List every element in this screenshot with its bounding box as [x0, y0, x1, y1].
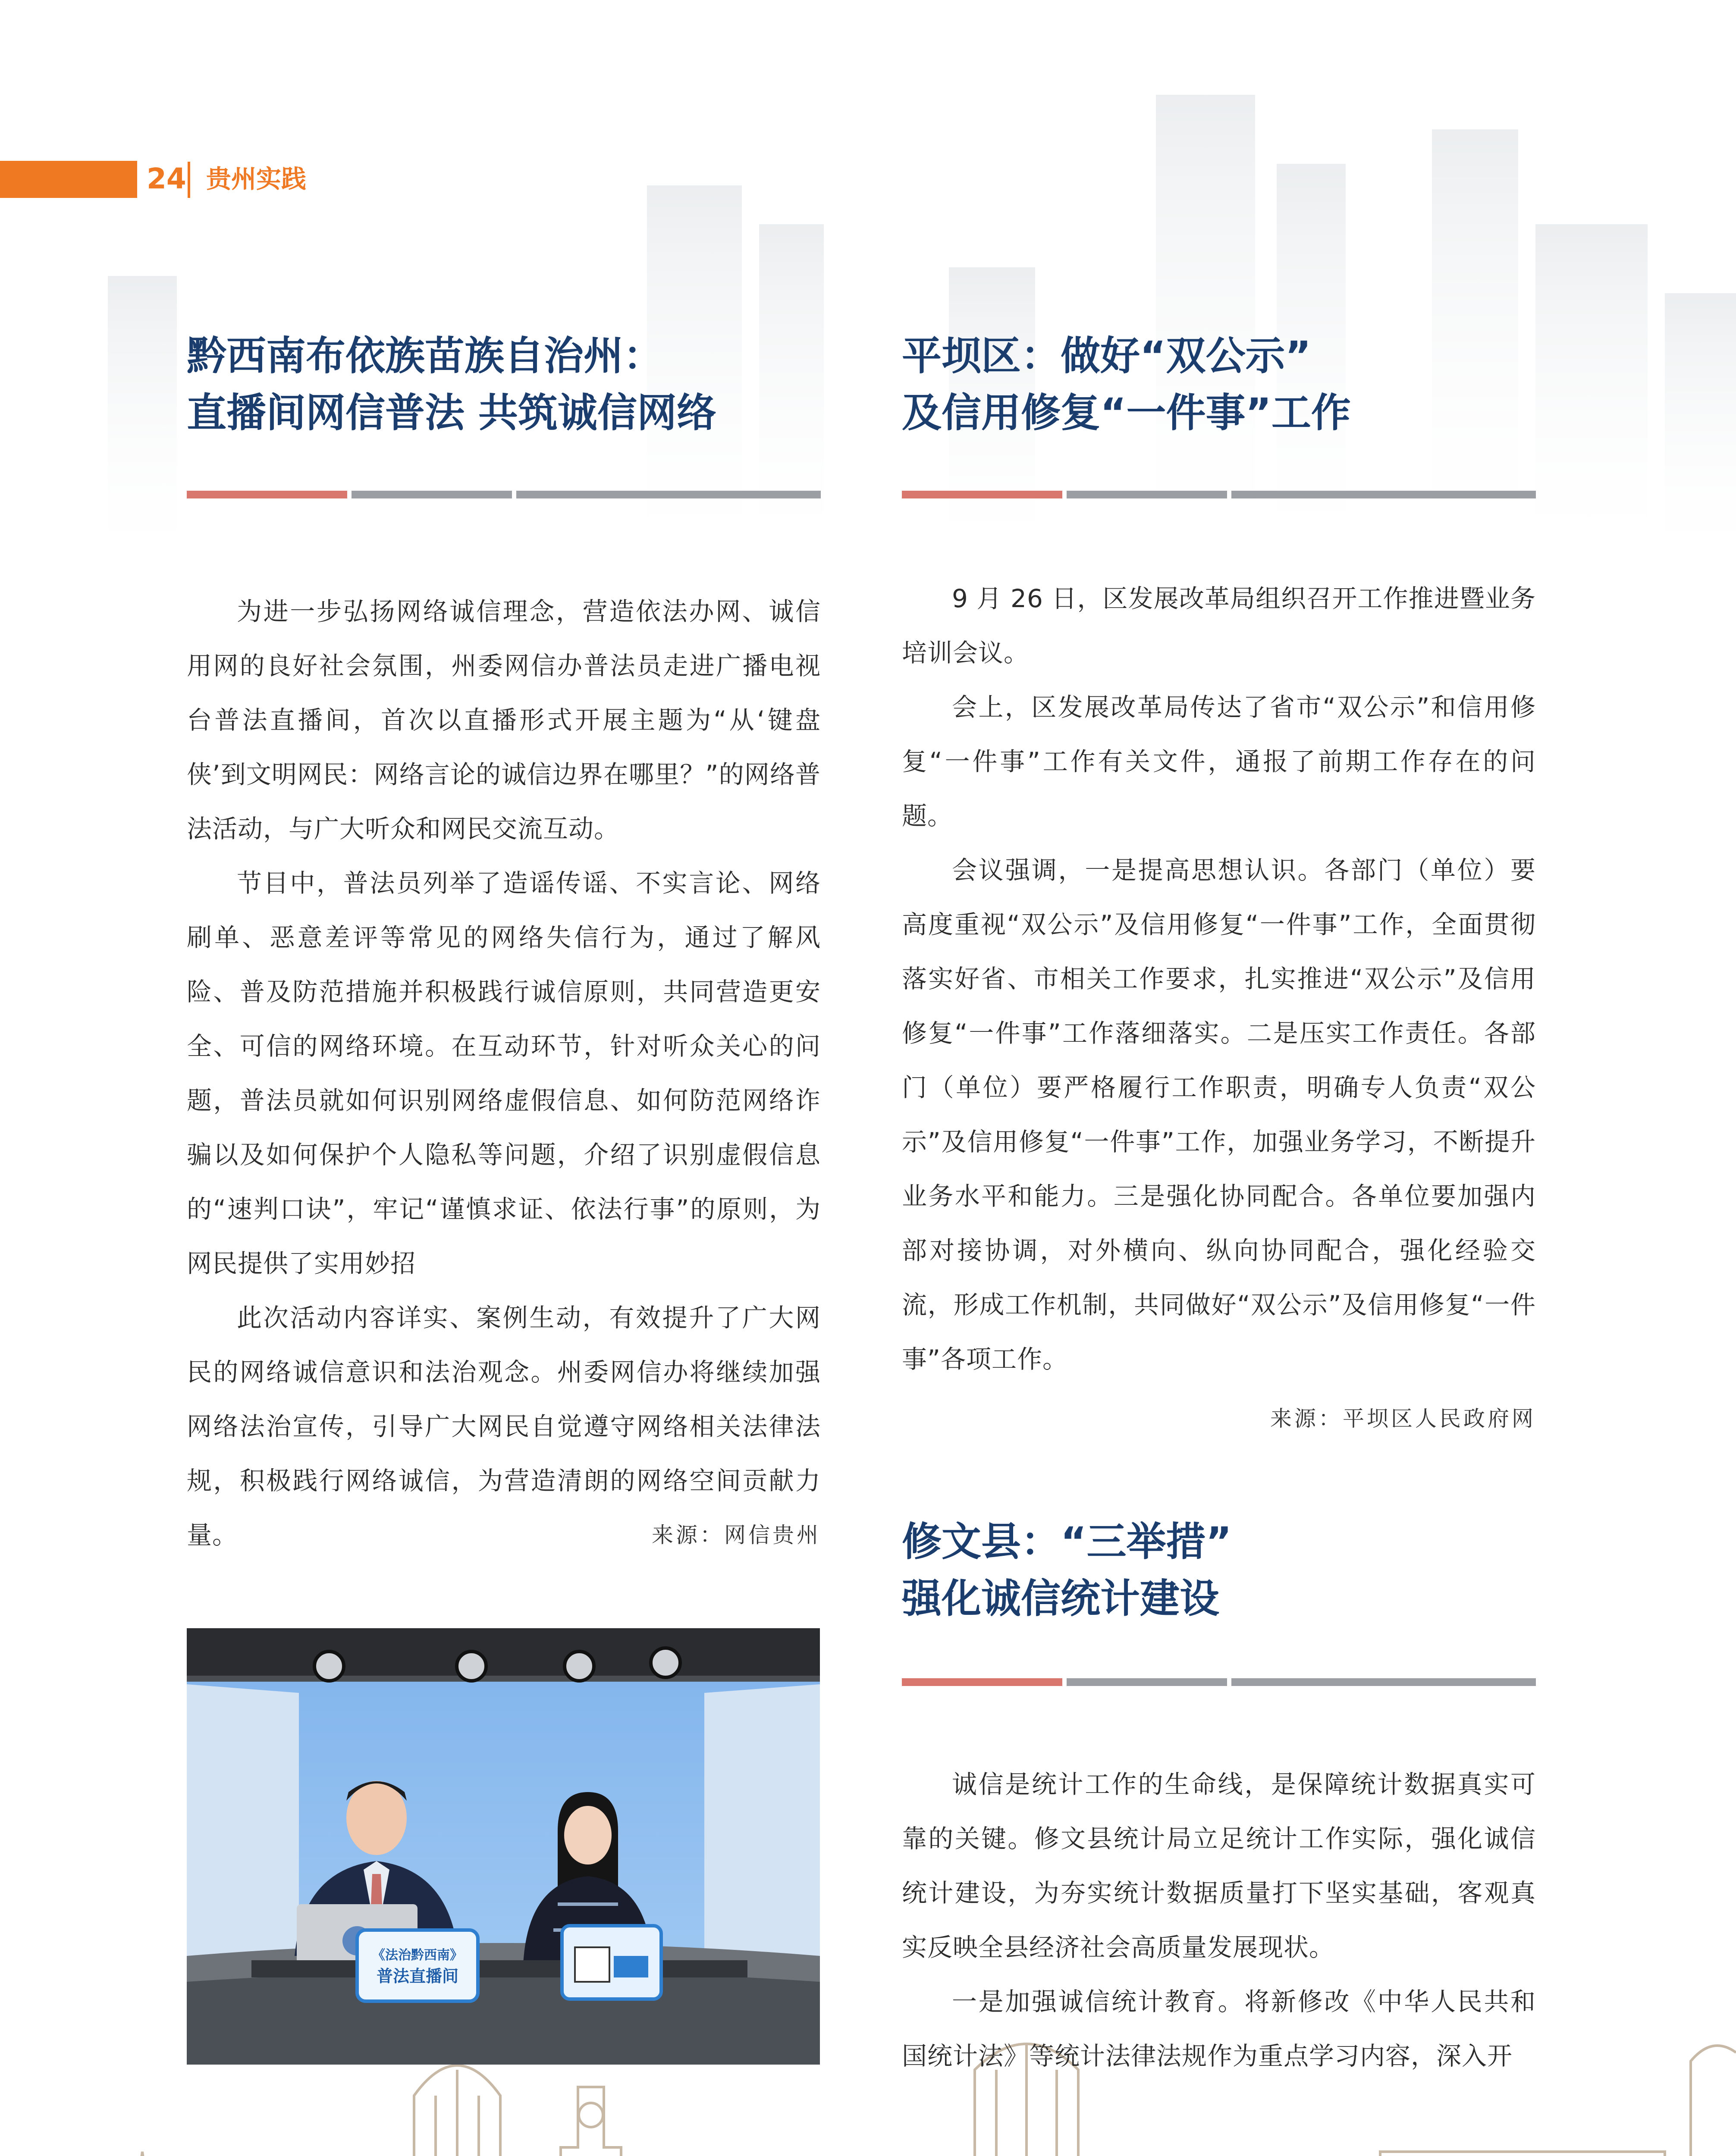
article1-body	[187, 584, 821, 1562]
article2-source: 来源：平坝区人民政府网	[1270, 1406, 1536, 1431]
article3-title	[902, 1514, 1232, 1627]
article3-title-line1: 修文县：“三举措”	[902, 1519, 1232, 1565]
article2-body	[902, 571, 1536, 1386]
article1-paragraph: 为进一步弘扬网络诚信理念，营造依法办网、诚信用网的良好社会氛围，州委网信办普法员走进广播电视台普法直播间，首次以直播形式开展主题为“从‘键盘侠’到文明网民：网络言论的诚信边界在哪里？”的网络普法活动，与广大听众和网民交流互动。	[187, 597, 821, 843]
article1-source: 来源：网信贵州	[652, 1523, 821, 1548]
article2-title-line1: 平坝区：做好“双公示”	[902, 333, 1311, 379]
article1-title-line2: 直播间网信普法 共筑诚信网络	[187, 390, 717, 436]
board-title-line1: 《法治黔西南》	[372, 1948, 463, 1963]
board-title-line2: 普法直播间	[376, 1967, 459, 1986]
program-board	[357, 1930, 478, 2001]
article2-paragraph: 会议强调，一是提高思想认识。各部门（单位）要高度重视“双公示”及信用修复“一件事”工作，全面贯彻落实好省、市相关工作要求，扎实推进“双公示”及信用修复“一件事”工作落细落实。二是压实工作责任。各部门（单位）要严格履行工作职责，明确专人负责“双公示”及信用修复“一件事”工作，加强业务学习，不断提升业务水平和能力。三是强化协同配合。各单位要加强内部对接协调，对外横向、纵向协同配合，强化经验交流，形成工作机制，共同做好“双公示”及信用修复“一件事”各项工作。	[902, 856, 1536, 1374]
article1-title	[187, 328, 716, 442]
article1-title-line1: 黔西南布依族苗族自治州：	[187, 333, 663, 379]
page-header	[0, 157, 345, 201]
article3-body	[902, 1757, 1536, 2083]
article1-paragraph: 节目中，普法员列举了造谣传谣、不实言论、网络刷单、恶意差评等常见的网络失信行为，通过了解风险、普及防范措施并积极践行诚信原则，共同营造更安全、可信的网络环境。在互动环节，针对听众关心的问题，普法员就如何识别网络虚假信息、如何防范网络诈骗以及如何保护个人隐私等问题，介绍了识别虚假信息的“速判口诀”，牢记“谨慎求证、依法行事”的原则，为网民提供了实用妙招	[187, 868, 821, 1278]
article2-title-line2: 及信用修复“一件事”工作	[902, 390, 1351, 436]
article2-paragraph: 9 月 26 日，区发展改革局组织召开工作推进暨业务培训会议。	[902, 584, 1536, 667]
article3-paragraph: 一是加强诚信统计教育。将新修改《中华人民共和国统计法》等统计法律法规作为重点学习内容，深入开	[902, 1987, 1536, 2071]
qr-board	[562, 1926, 661, 1999]
section-name: 贵州实践	[206, 164, 307, 194]
page-number: 24	[147, 162, 186, 195]
header-divider	[188, 162, 190, 198]
article1-title-rule	[187, 491, 821, 498]
article3-title-rule	[902, 1678, 1536, 1686]
article3-title-line2: 强化诚信统计建设	[902, 1576, 1220, 1622]
article1-paragraph: 此次活动内容详实、案例生动，有效提升了广大网民的网络诚信意识和法治观念。州委网信办将继续加强网络法治宣传，引导广大网民自觉遵守网络相关法律法规，积极践行网络诚信，为营造清朗的网络空间贡献力量。	[187, 1303, 821, 1550]
header-accent-bar	[0, 161, 137, 198]
article2-title	[902, 328, 1351, 442]
article2-title-rule	[902, 491, 1536, 498]
studio-photo	[187, 1628, 820, 2065]
article3-paragraph: 诚信是统计工作的生命线，是保障统计数据真实可靠的关键。修文县统计局立足统计工作实际，强化诚信统计建设，为夯实统计数据质量打下坚实基础，客观真实反映全县经济社会高质量发展现状。	[902, 1770, 1536, 1962]
article2-paragraph: 会上，区发展改革局传达了省市“双公示”和信用修复“一件事”工作有关文件，通报了前期工作存在的问题。	[902, 693, 1536, 830]
